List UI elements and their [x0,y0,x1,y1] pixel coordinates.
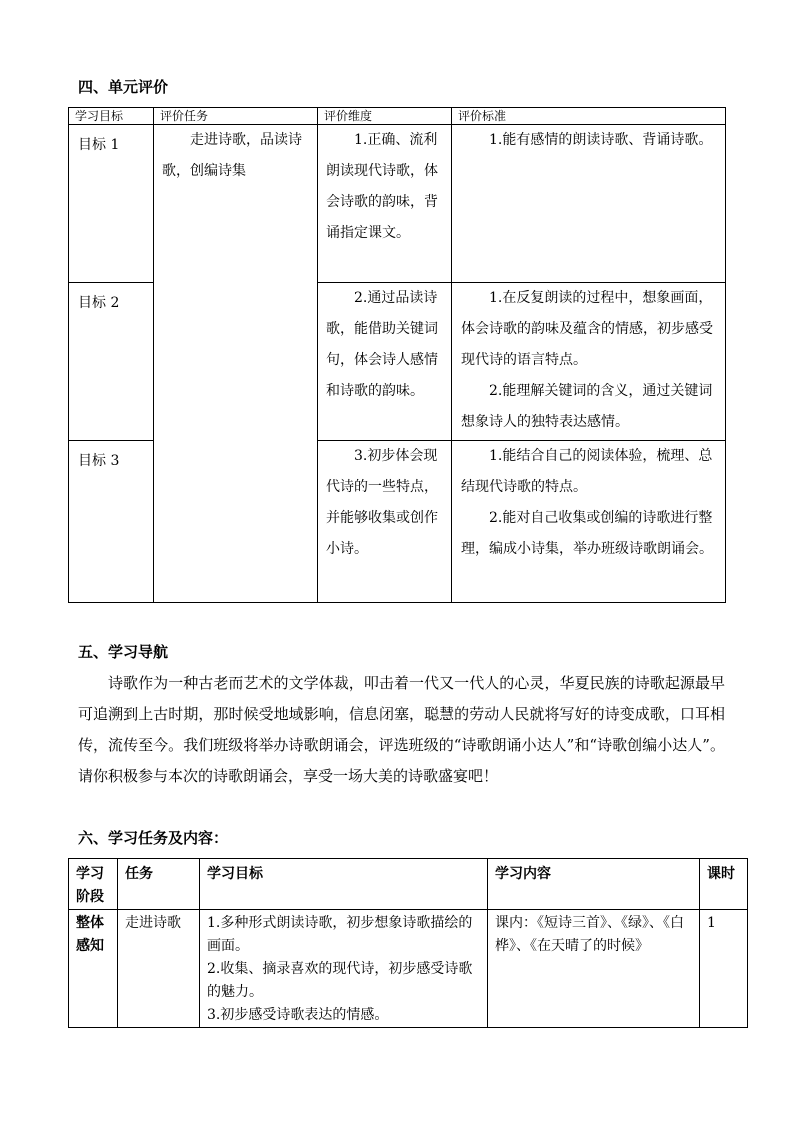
goal-cell: 目标 2 [69,283,154,441]
dimension-cell [318,441,452,603]
criteria-text: 1.能有感情的朗读诗歌、背诵诗歌。 [489,132,713,148]
header-cell: 评价任务 [154,108,318,125]
goal-cell: 目标 1 [69,125,154,283]
goal-cell: 目标 3 [69,441,154,603]
content-cell: 课内：《短诗三首》、《绿》、《白桦》、《在天晴了的时候》 [488,910,700,1028]
goal-line: 1.多种形式朗读诗歌，初步想象诗歌描绘的画面。 [207,915,473,954]
dimension-text: 1.正确、流利朗读现代诗歌，体会诗歌的韵味，背诵指定课文。 [326,132,438,241]
tasks-table [68,858,748,1028]
criteria-cell [452,441,726,603]
goals-cell [200,910,488,1028]
task-cell [154,125,318,603]
criteria-text: 2.能对自己收集或创编的诗歌进行整理，编成小诗集，举办班级诗歌朗诵会。 [461,510,713,557]
section5-heading: 五、学习导航 [78,643,169,661]
evaluation-table-header [69,108,726,125]
intro-paragraph: 诗歌作为一种古老而艺术的文学体裁，叩击着一代又一代人的心灵，华夏民族的诗歌起源最早可追溯到上古时期，那时候受地域影响，信息闭塞，聪慧的劳动人民就将写好的诗变成歌，口耳相传，流传至今。我们班级将举办诗歌朗诵会，评选班级的“诗歌朗诵小达人”和“诗歌创编小达人”。请你积极参与本次的诗歌朗诵会，享受一场大美的诗歌盛宴吧！ [78,674,725,785]
table-row [69,125,726,283]
table-row [69,910,748,1028]
header-cell: 学习目标 [200,859,488,910]
header-cell: 评价标准 [452,108,726,125]
criteria-cell [452,125,726,283]
criteria-cell [452,283,726,441]
criteria-text: 2.能理解关键词的含义，通过关键词想象诗人的独特表达感情。 [461,383,713,430]
goal-line: 2.收集、摘录喜欢的现代诗，初步感受诗歌的魅力。 [207,961,473,1000]
criteria-text: 1.能结合自己的阅读体验，梳理、总结现代诗歌的特点。 [461,448,713,495]
dimension-text: 2.通过品读诗歌，能借助关键词句，体会诗人感情和诗歌的韵味。 [326,290,438,399]
stage-cell: 整体感知 [69,910,118,1028]
header-cell: 课时 [700,859,748,910]
task-text: 走进诗歌，品读诗歌，创编诗集 [162,132,302,179]
evaluation-table [68,107,726,603]
header-cell: 学习内容 [488,859,700,910]
section4-heading: 四、单元评价 [78,78,169,96]
header-cell: 学习阶段 [69,859,118,910]
header-cell: 任务 [118,859,200,910]
criteria-text: 1.在反复朗读的过程中，想象画面，体会诗歌的韵味及蕴含的情感，初步感受现代诗的语言特点。 [461,290,713,368]
header-cell: 学习目标 [69,108,154,125]
task-cell: 走进诗歌 [118,910,200,1028]
goal-line: 3.初步感受诗歌表达的情感。 [207,1007,389,1023]
dimension-cell [318,125,452,283]
header-cell: 评价维度 [318,108,452,125]
tasks-table-header [69,859,748,910]
dimension-text: 3.初步体会现代诗的一些特点，并能够收集或创作小诗。 [326,448,438,557]
hours-cell: 1 [700,910,748,1028]
dimension-cell [318,283,452,441]
section6-heading: 六、学习任务及内容： [78,829,229,847]
